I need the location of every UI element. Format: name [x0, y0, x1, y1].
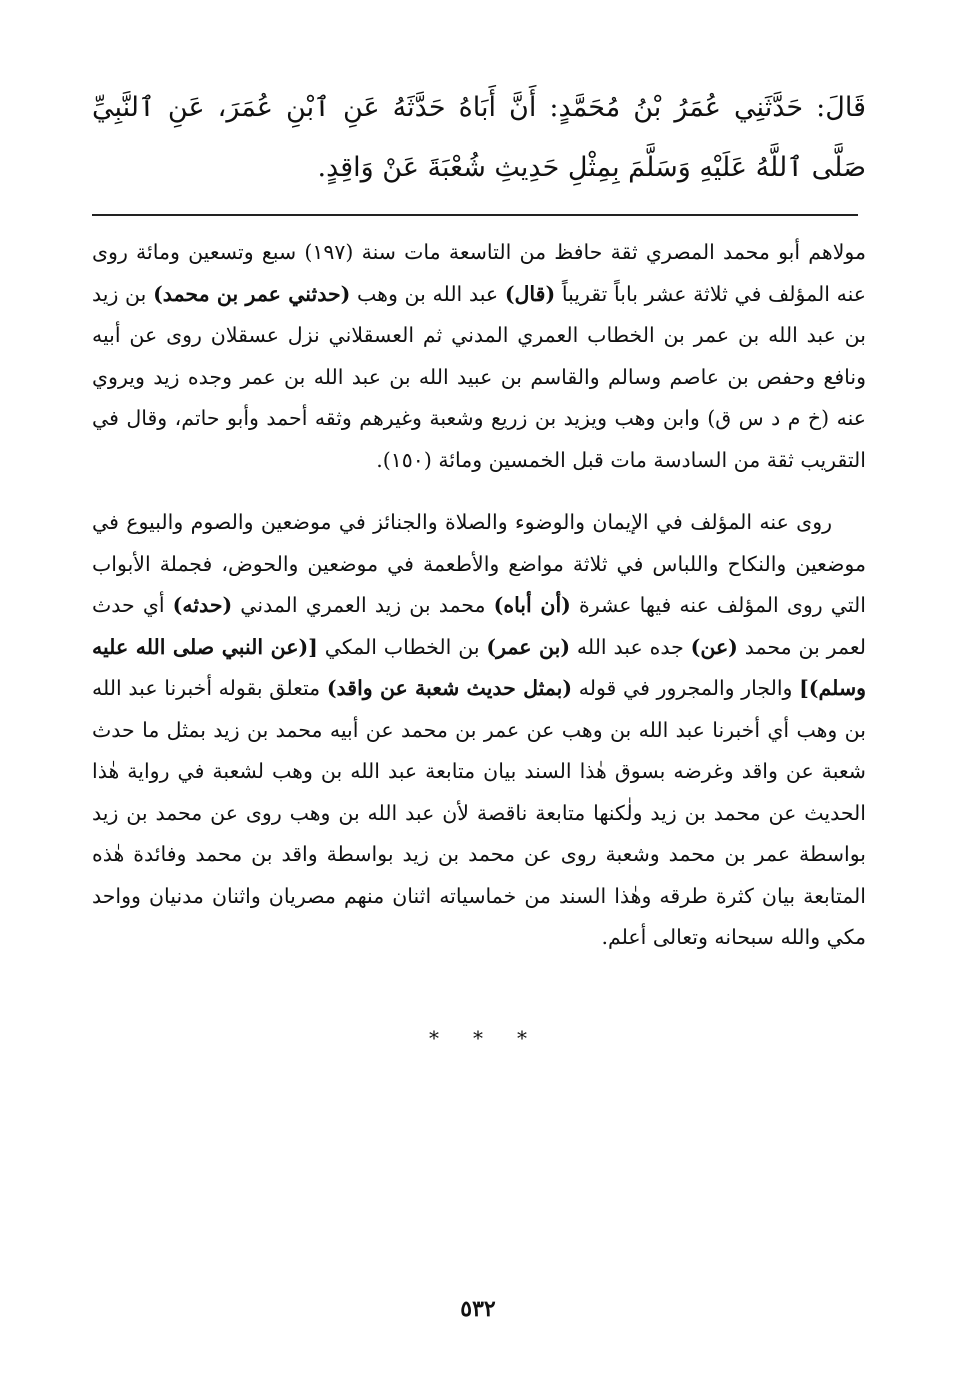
hadith-text: قَالَ: حَدَّثَنِي عُمَرُ بْنُ مُحَمَّدٍ: أَنَّ أَبَاهُ حَدَّثَهُ عَنِ ٱبْنِ عُمَرَ، عَنِ ٱلنَّبِيِّ صَلَّى ٱللَّهُ عَلَيْهِ وَسَلَّمَ بِمِثْلِ حَدِيثِ شُعْبَةَ عَنْ وَاقِدٍ. — [92, 92, 866, 183]
commentary-text: متعلق بقوله أخبرنا عبد الله بن وهب أي أخبرنا عبد الله بن وهب عن عمر بن محمد عن أبيه محمد بن زيد بمثل ما حدث شعبة عن واقد وغرضه بسوق هٰذا السند بيان متابعة عبد الله بن وهب لشعبة في رواية هٰذا الحديث عن محمد بن زيد ولٰكنها متابعة ناقصة لأن عبد الله بن وهب روى عن محمد بن زيد بواسطة عمر بن محمد وشعبة روى عن محمد بن زيد بواسطة واقد بن محمد وفائدة هٰذه المتابعة بيان كثرة طرقه وهٰذا السند من خماسياته اثنان منهم مصريان واثنان مدنيان وواحد مكي والله سبحانه وتعالى أعلم. — [92, 676, 866, 949]
commentary-text: مولاهم أبو محمد المصري ثقة حافظ من التاسعة مات سنة (١٩٧) سبع وتسعين ومائة روى عنه المؤلف في ثلاثة عشر باباً تقريباً — [92, 240, 866, 306]
commentary-quote: (أن أباه) — [493, 593, 571, 617]
asterisk-glyph: * — [429, 1026, 439, 1050]
commentary-block — [92, 232, 866, 959]
asterisk-glyph: * — [517, 1026, 527, 1050]
commentary-quote: (بن عمر) — [486, 634, 571, 659]
commentary-text: بن الخطاب المكي — [317, 634, 487, 659]
commentary-quote: (حدثني عمر بن محمد) — [153, 281, 351, 306]
section-separator — [0, 1026, 956, 1050]
commentary-text: جده عبد الله — [570, 634, 691, 659]
commentary-quote: [(عن النبي صلى الله عليه وسلم)] — [92, 634, 867, 700]
commentary-paragraph-2 — [92, 502, 866, 959]
commentary-text: أي حدث لعمر بن محمد — [92, 593, 866, 659]
commentary-quote: (قال) — [504, 281, 556, 306]
commentary-text: بن زيد بن عبد الله بن عمر بن الخطاب العمري المدني ثم العسقلاني نزل عسقلان روى عن أبيه ونافع وحفص بن عاصم وسالم والقاسم بن عبيد الله بن عبد الله بن عمر وجده زيد ويروي عنه (خ م د س ق) وابن وهب ويزيد بن زريع وشعبة وغيرهم وثقه أحمد وأبو حاتم، وقال في التقريب ثقة من السادسة مات قبل الخمسين ومائة (١٥٠). — [92, 281, 866, 472]
commentary-text: عبد الله بن وهب — [350, 281, 505, 306]
page-number: ٥٣٢ — [460, 1296, 496, 1322]
commentary-quote: (بمثل حديث شعبة عن واقد) — [326, 676, 573, 700]
commentary-text: والجار والمجرور في قوله — [572, 676, 800, 700]
commentary-quote: (حدثه) — [172, 593, 233, 617]
commentary-text: محمد بن زيد العمري المدني — [232, 593, 494, 617]
asterisk-glyph: * — [473, 1026, 483, 1050]
commentary-paragraph-1 — [92, 232, 866, 481]
commentary-text: روى عنه المؤلف في الإيمان والوضوء والصلاة والجنائز في موضعين والصوم والبيوع في موضعين والنكاح واللباس في ثلاثة مواضع والأطعمة في موضعين والحوض، فجملة الأبواب التي روى المؤلف عنه فيها عشرة — [92, 510, 866, 617]
footnote-divider — [92, 214, 858, 216]
commentary-quote: (عن) — [690, 634, 738, 659]
